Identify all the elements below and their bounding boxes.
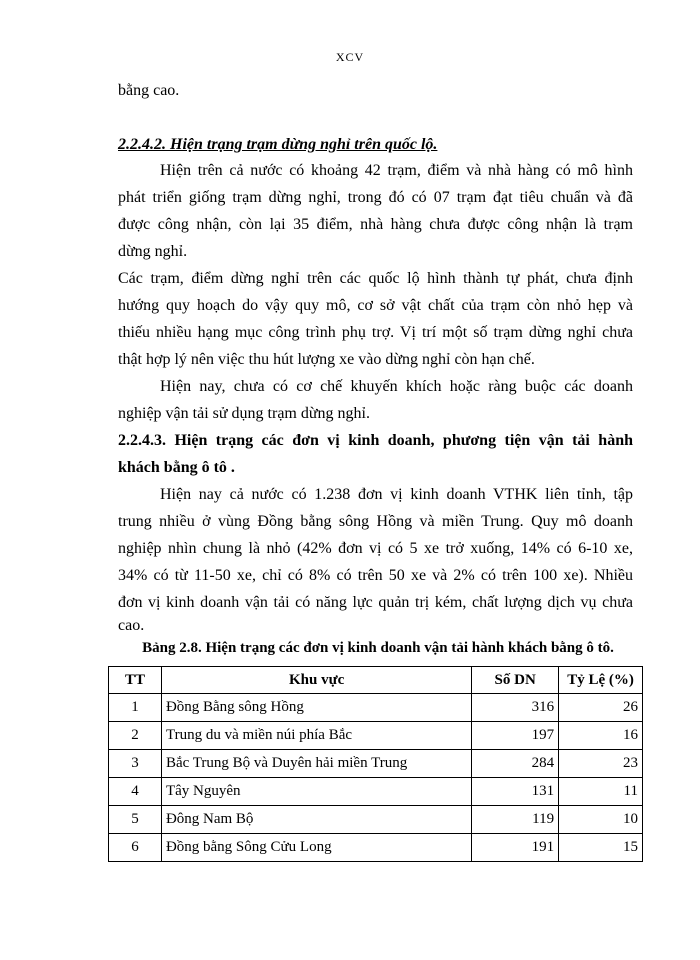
paragraph-line: được công nhận, còn lại 35 điểm, nhà hàng chưa được công nhận là trạm: [118, 216, 633, 233]
header-ratio: Tỷ Lệ (%): [559, 667, 643, 694]
cell-ratio: 16: [559, 722, 643, 750]
table-row: [109, 722, 643, 750]
cell-tt: 5: [109, 806, 162, 834]
table-row: [109, 750, 643, 778]
paragraph-line: Hiện nay, chưa có cơ chế khuyến khích hoặc ràng buộc các doanh: [160, 378, 633, 395]
header-region: Khu vực: [161, 667, 471, 694]
paragraph-line: thiếu nhiều hạng mục công trình phụ trợ. Vị trí một số trạm dừng nghỉ chưa: [118, 324, 633, 341]
paragraph-line: nghiệp vận tải sử dụng trạm dừng nghỉ.: [118, 405, 370, 422]
cell-tt: 3: [109, 750, 162, 778]
cell-count: 191: [472, 834, 559, 862]
cell-count: 131: [472, 778, 559, 806]
cell-region: Tây Nguyên: [161, 778, 471, 806]
cell-tt: 2: [109, 722, 162, 750]
paragraph-line: trung nhiều ở vùng Đồng bằng sông Hồng và miền Trung. Quy mô doanh: [118, 513, 633, 530]
cell-region: Trung du và miền núi phía Bắc: [161, 722, 471, 750]
cell-region: Đồng Bằng sông Hồng: [161, 694, 471, 722]
table-row: [109, 778, 643, 806]
paragraph-line: phát triển giống trạm dừng nghỉ, trong đó có 07 trạm đạt tiêu chuẩn và đã: [118, 189, 633, 206]
paragraph-line: dừng nghỉ.: [118, 243, 188, 260]
paragraph-line: cao.: [118, 617, 145, 634]
cell-count: 197: [472, 722, 559, 750]
paragraph-continuation: bằng cao.: [118, 82, 180, 99]
table-row: [109, 834, 643, 862]
table-caption: Bảng 2.8. Hiện trạng các đơn vị kinh doanh vận tải hành khách bằng ô tô.: [142, 640, 614, 656]
cell-tt: 4: [109, 778, 162, 806]
table-row: [109, 694, 643, 722]
cell-region: Đồng bằng Sông Cửu Long: [161, 834, 471, 862]
page-number: XCV: [335, 50, 365, 64]
cell-ratio: 15: [559, 834, 643, 862]
cell-ratio: 10: [559, 806, 643, 834]
paragraph-line: đơn vị kinh doanh vận tải có năng lực quản trị kém, chất lượng dịch vụ chưa: [118, 594, 633, 611]
section-heading-2242: 2.2.4.2. Hiện trạng trạm dừng nghỉ trên quốc lộ.: [118, 136, 438, 153]
section-heading-2243-cont: khách bằng ô tô .: [118, 459, 235, 476]
cell-region: Đông Nam Bộ: [161, 806, 471, 834]
cell-ratio: 11: [559, 778, 643, 806]
paragraph-line: Hiện nay cả nước có 1.238 đơn vị kinh doanh VTHK liên tỉnh, tập: [160, 486, 633, 503]
paragraph-line: thật hợp lý nên việc thu hút lượng xe vào dừng nghỉ còn hạn chế.: [118, 351, 535, 368]
cell-region: Bắc Trung Bộ và Duyên hải miền Trung: [161, 750, 471, 778]
cell-count: 119: [472, 806, 559, 834]
section-heading-2243: 2.2.4.3. Hiện trạng các đơn vị kinh doanh, phương tiện vận tải hành: [118, 432, 633, 449]
paragraph-line: Các trạm, điểm dừng nghỉ trên các quốc lộ hình thành tự phát, chưa định: [118, 270, 633, 287]
cell-count: 284: [472, 750, 559, 778]
header-count: Số DN: [472, 667, 559, 694]
paragraph-line: hướng quy hoạch do vậy quy mô, cơ sở vật chất của trạm còn nhỏ hẹp và: [118, 297, 633, 314]
paragraph-line: 34% có từ 11-50 xe, chỉ có 8% có trên 50 xe và 2% có trên 100 xe). Nhiều: [118, 567, 633, 584]
table-row: [109, 806, 643, 834]
paragraph-line: Hiện trên cả nước có khoảng 42 trạm, điểm và nhà hàng có mô hình: [160, 162, 633, 179]
table-header-row: [109, 667, 643, 694]
cell-tt: 1: [109, 694, 162, 722]
cell-count: 316: [472, 694, 559, 722]
cell-ratio: 23: [559, 750, 643, 778]
cell-tt: 6: [109, 834, 162, 862]
business-units-table: [108, 666, 643, 862]
paragraph-line: nghiệp nhìn chung là nhỏ (42% đơn vị có 5 xe trở xuống, 14% có 6-10 xe,: [118, 540, 633, 557]
header-tt: TT: [109, 667, 162, 694]
cell-ratio: 26: [559, 694, 643, 722]
